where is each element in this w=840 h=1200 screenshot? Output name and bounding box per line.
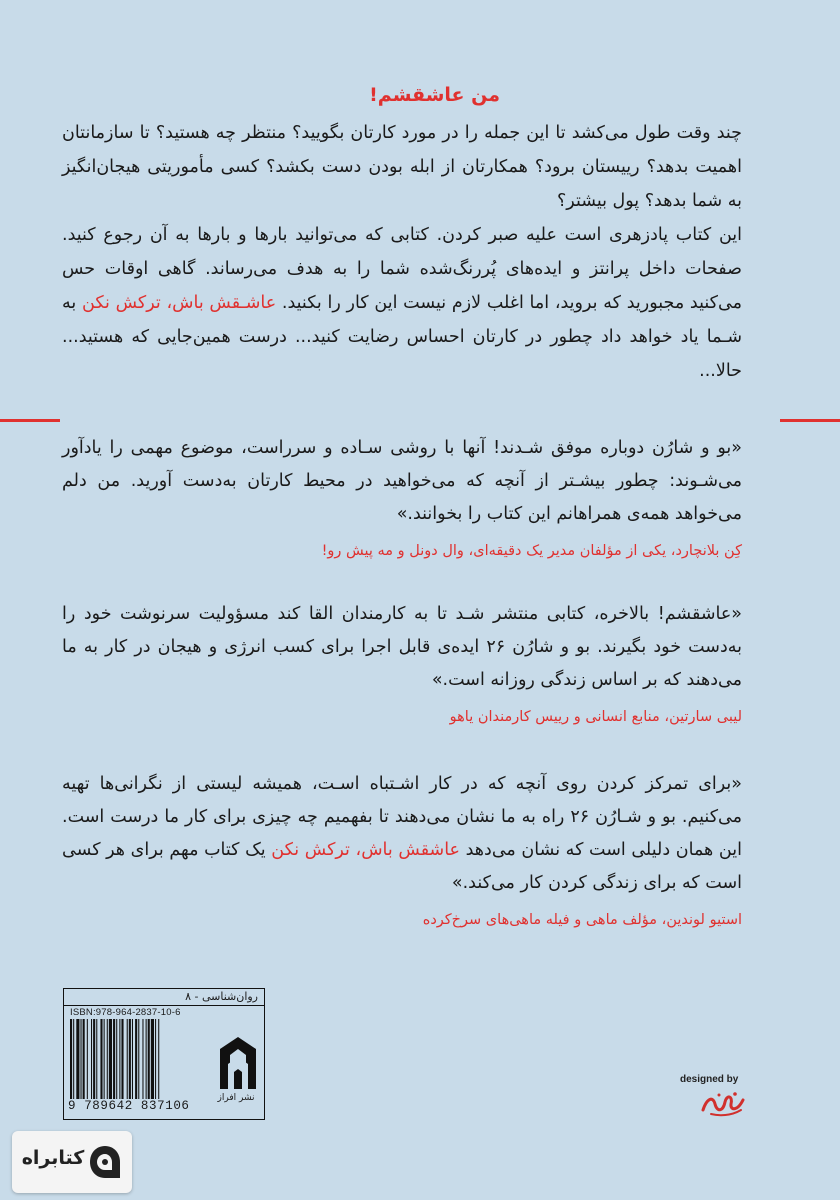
publisher-name: نشر افراز (217, 1093, 255, 1103)
testimonial-1 (62, 432, 742, 563)
barcode-bar (132, 1019, 133, 1099)
barcode-bar (142, 1019, 143, 1099)
barcode-bar (109, 1019, 112, 1099)
testimonial-text (62, 432, 742, 531)
testimonial-attribution: کِن بلانچارد، یکی از مؤلفان مدیر یک دقیقه‌ای، وال دونل و مه پیش رو! (321, 543, 742, 559)
barcode-bar (70, 1019, 72, 1099)
book-title-highlight: عاشـقش باش، ترکش نکن (82, 293, 277, 313)
testimonial-quote-end: یک کتاب مهم برای هر کسی است که برای زندگی کردن کار می‌کند.» (62, 840, 742, 893)
barcode-bar (113, 1019, 115, 1099)
intro-paragraph-1: چند وقت طول می‌کشد تا این جمله را در مورد کارتان بگویید؟ منتظر چه هستید؟ تا سازمانتان اهمیت بدهد؟ رییستان برود؟ همکارتان از ابله بودن دست بکشد؟ کسی مأموریتی هیجان‌انگیز به شما بدهد؟ پول بیشتر؟ (62, 123, 742, 211)
testimonial-quote: «عاشقشم! بالاخره، کتابی منتشر شـد تا به کارمندان القا کند مسؤولیت سرنوشت خود را به‌دست خود بگیرند. بو و شارُن ۲۶ ایده‌ی قابل اجرا برای کسب انرژی و هیجان در کار به ما می‌دهند که بر اساس زندگی روزانه است.» (62, 604, 742, 690)
testimonial-2 (62, 598, 742, 729)
publisher-logo-icon (218, 1035, 258, 1091)
designer-label: designed by (680, 1074, 739, 1085)
barcode-bar (146, 1019, 147, 1099)
intro-text (62, 116, 742, 388)
intro-text-after: به شـما یاد خواهد داد چطور در کارتان احساس رضایت کنید... درست همین‌جایی که هستید... حالا... (62, 293, 742, 381)
barcode-bars (68, 1019, 208, 1099)
testimonial-attribution: لیبی سارتین، منابع انسانی و رییس کارمندان یاهو (449, 709, 742, 725)
ketabrah-badge[interactable] (12, 1131, 132, 1193)
barcode-bar (87, 1019, 88, 1099)
barcode-bar (116, 1019, 117, 1099)
barcode-bar (135, 1019, 137, 1099)
barcode-bar (104, 1019, 105, 1099)
barcode-bar (158, 1019, 159, 1099)
barcode-bar (148, 1019, 150, 1099)
barcode-bar (91, 1019, 92, 1099)
ketabrah-name: کتابراه (21, 1147, 85, 1169)
intro-paragraph-2 (62, 218, 742, 388)
barcode-bar (155, 1019, 156, 1099)
testimonial-text (62, 768, 742, 900)
barcode-bar (151, 1019, 154, 1099)
barcode-bar (119, 1019, 120, 1099)
ketabrah-logo-icon (88, 1144, 122, 1180)
barcode-bar (73, 1019, 74, 1099)
isbn-label: ISBN:978-964-2837-10-6 (70, 1007, 181, 1018)
barcode-bar (138, 1019, 139, 1099)
barcode-bar (83, 1019, 85, 1099)
testimonial-attribution: استیو لوندین، مؤلف ماهی و فیله ماهی‌های سرخ‌کرده (422, 912, 742, 928)
divider-right (780, 419, 840, 422)
barcode-bar (127, 1019, 128, 1099)
barcode-bar (93, 1019, 95, 1099)
barcode-bar (129, 1019, 131, 1099)
barcode-bar (96, 1019, 97, 1099)
testimonial-quote: «بو و شارُن دوباره موفق شـدند! آنها با روشی سـاده و سرراست، موضوع مهمی را یادآور می‌شـوند: چطور بیشـتر از آنچه که می‌خواهید در محیط کارتان به‌دست آورید. من دلم می‌خواهد همه‌ی همراهانم این کتاب را بخوانند.» (62, 438, 742, 524)
barcode-bar (76, 1019, 79, 1099)
barcode-box (63, 988, 265, 1120)
book-title-highlight: عاشقش باش، ترکش نکن (271, 840, 460, 860)
barcode-bar (121, 1019, 123, 1099)
barcode-bar (107, 1019, 108, 1099)
testimonial-text (62, 598, 742, 697)
barcode-number: 9 789642 837106 (68, 1099, 190, 1113)
divider-left (0, 419, 60, 422)
series-label: روان‌شناسی - ۸ (64, 989, 264, 1006)
intro-text-before: این کتاب پادزهری است علیه صبر کردن. کتابی که می‌توانید بارها و بارها به آن رجوع کنید. صفحات داخل پرانتز و ایده‌های پُررنگ‌شده شما را به هدف می‌رساند. گاهی اوقات حس می‌کنید مجبورید که بروید، اما اغلب لازم نیست این کار را بکنید. (62, 225, 742, 313)
designer-signature-icon (697, 1090, 749, 1118)
testimonial-3 (62, 768, 742, 932)
page-title: من عاشقشم! (369, 84, 500, 106)
testimonial-quote: «برای تمرکز کردن روی آنچه که در کار اشـتباه اسـت، همیشه لیستی از نگرانی‌ها تهیه می‌کنیم. بو و شـارُن ۲۶ راه به ما نشان می‌دهند تا بفهمیم چه چیزی برای کار ما درست است. این همان دلیلی است که نشان می‌دهد (62, 774, 742, 860)
barcode-bar (100, 1019, 102, 1099)
barcode-bar (81, 1019, 82, 1099)
